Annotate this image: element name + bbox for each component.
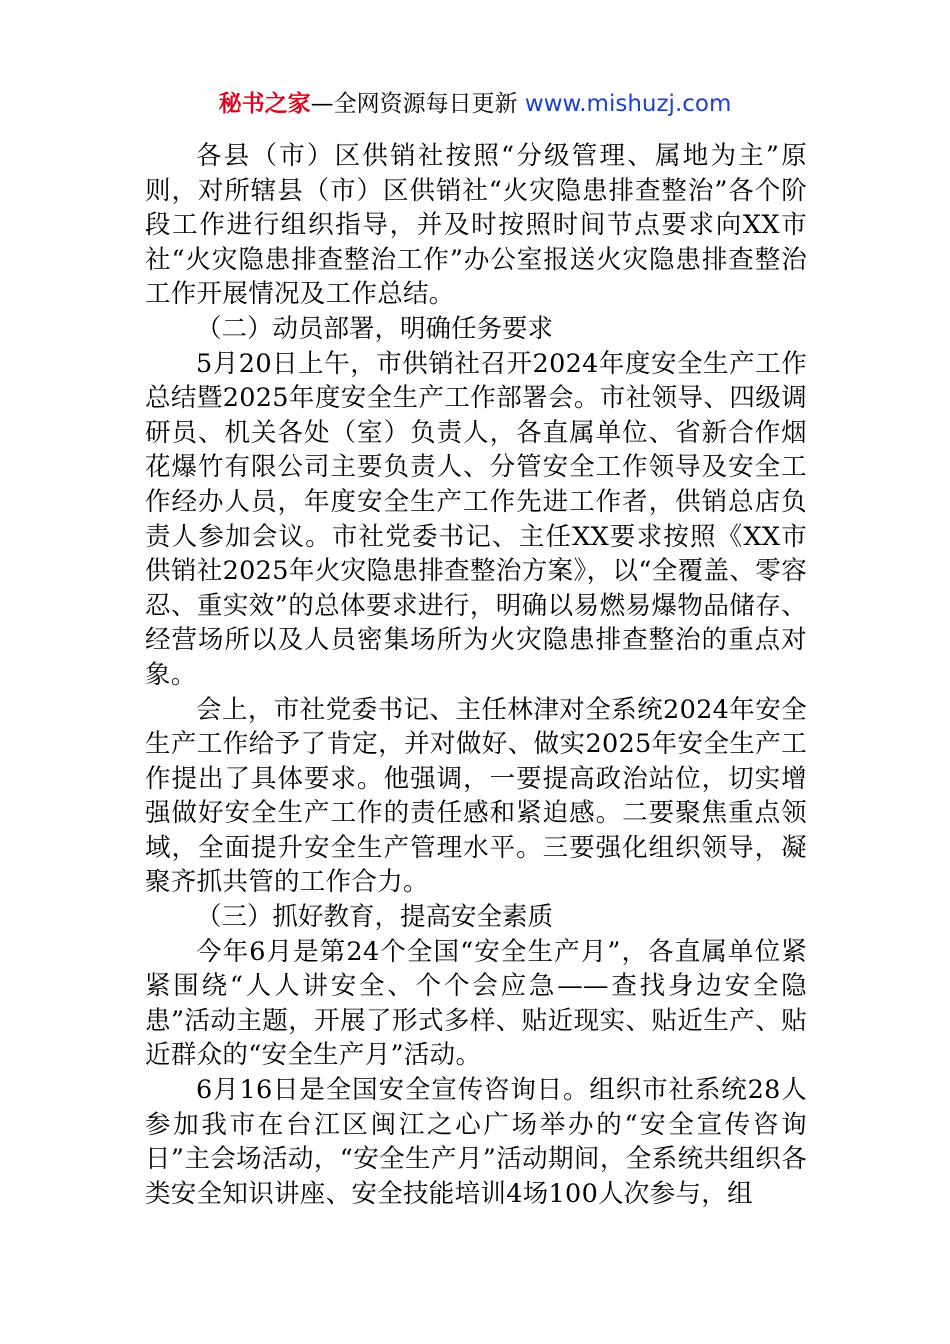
paragraph-may-meeting: 5月20日上午，市供销社召开2024年度安全生产工作总结暨2025年度安全生产工作部署会。市社领导、四级调研员、机关各处（室）负责人，各直属单位、省新合作烟花爆竹有限公司主要负责人、分管安全工作领导及安全工作经办人员，年度安全生产工作先进工作者，供销总店负责人参加会议。市社党委书记、主任XX要求按照《XX市供销社2025年火灾隐患排查整治方案》，以“全覆盖、零容忍、重实效”的总体要求进行，明确以易燃易爆物品储存、经营场所以及人员密集场所为火灾隐患排查整治的重点对象。 xyxy=(145,348,807,690)
section-heading-mobilization: （二）动员部署，明确任务要求 xyxy=(196,313,554,344)
document-body xyxy=(145,139,807,1211)
site-tagline: —全网资源每日更新 xyxy=(310,91,525,117)
paragraph-consultation-day: 6月16日是全国安全宣传咨询日。组织市社系统28人参加我市在台江区闽江之心广场举办的“安全宣传咨询日”主会场活动，“安全生产月”活动期间，全系统共组织各类安全知识讲座、安全技能培训4场100人次参与，组 xyxy=(145,1075,807,1209)
paragraph-safety-month: 今年6月是第24个全国“安全生产月”，各直属单位紧紧围绕“人人讲安全、个个会应急——查找身边安全隐患”活动主题，开展了形式多样、贴近现实、贴近生产、贴近群众的“安全生产月”活动。 xyxy=(145,936,807,1071)
paragraph-meeting-remarks: 会上，市社党委书记、主任林津对全系统2024年安全生产工作给予了肯定，并对做好、做实2025年安全生产工作提出了具体要求。他强调，一要提高政治站位，切实增强做好安全生产工作的责任感和紧迫感。二要聚焦重点领域，全面提升安全生产管理水平。三要强化组织领导，凝聚齐抓共管的工作合力。 xyxy=(145,694,807,898)
paragraph-county-supervision: 各县（市）区供销社按照“分级管理、属地为主”原则，对所辖县（市）区供销社“火灾隐患排查整治”各个阶段工作进行组织指导，并及时按照时间节点要求向XX市社“火灾隐患排查整治工作”办公室报送火灾隐患排查整治工作开展情况及工作总结。 xyxy=(145,141,807,310)
site-brand: 秘书之家 xyxy=(218,91,311,117)
site-url-link[interactable]: www.mishuzj.com xyxy=(524,91,732,117)
site-header xyxy=(0,88,950,120)
section-heading-education: （三）抓好教育，提高安全素质 xyxy=(196,902,554,933)
